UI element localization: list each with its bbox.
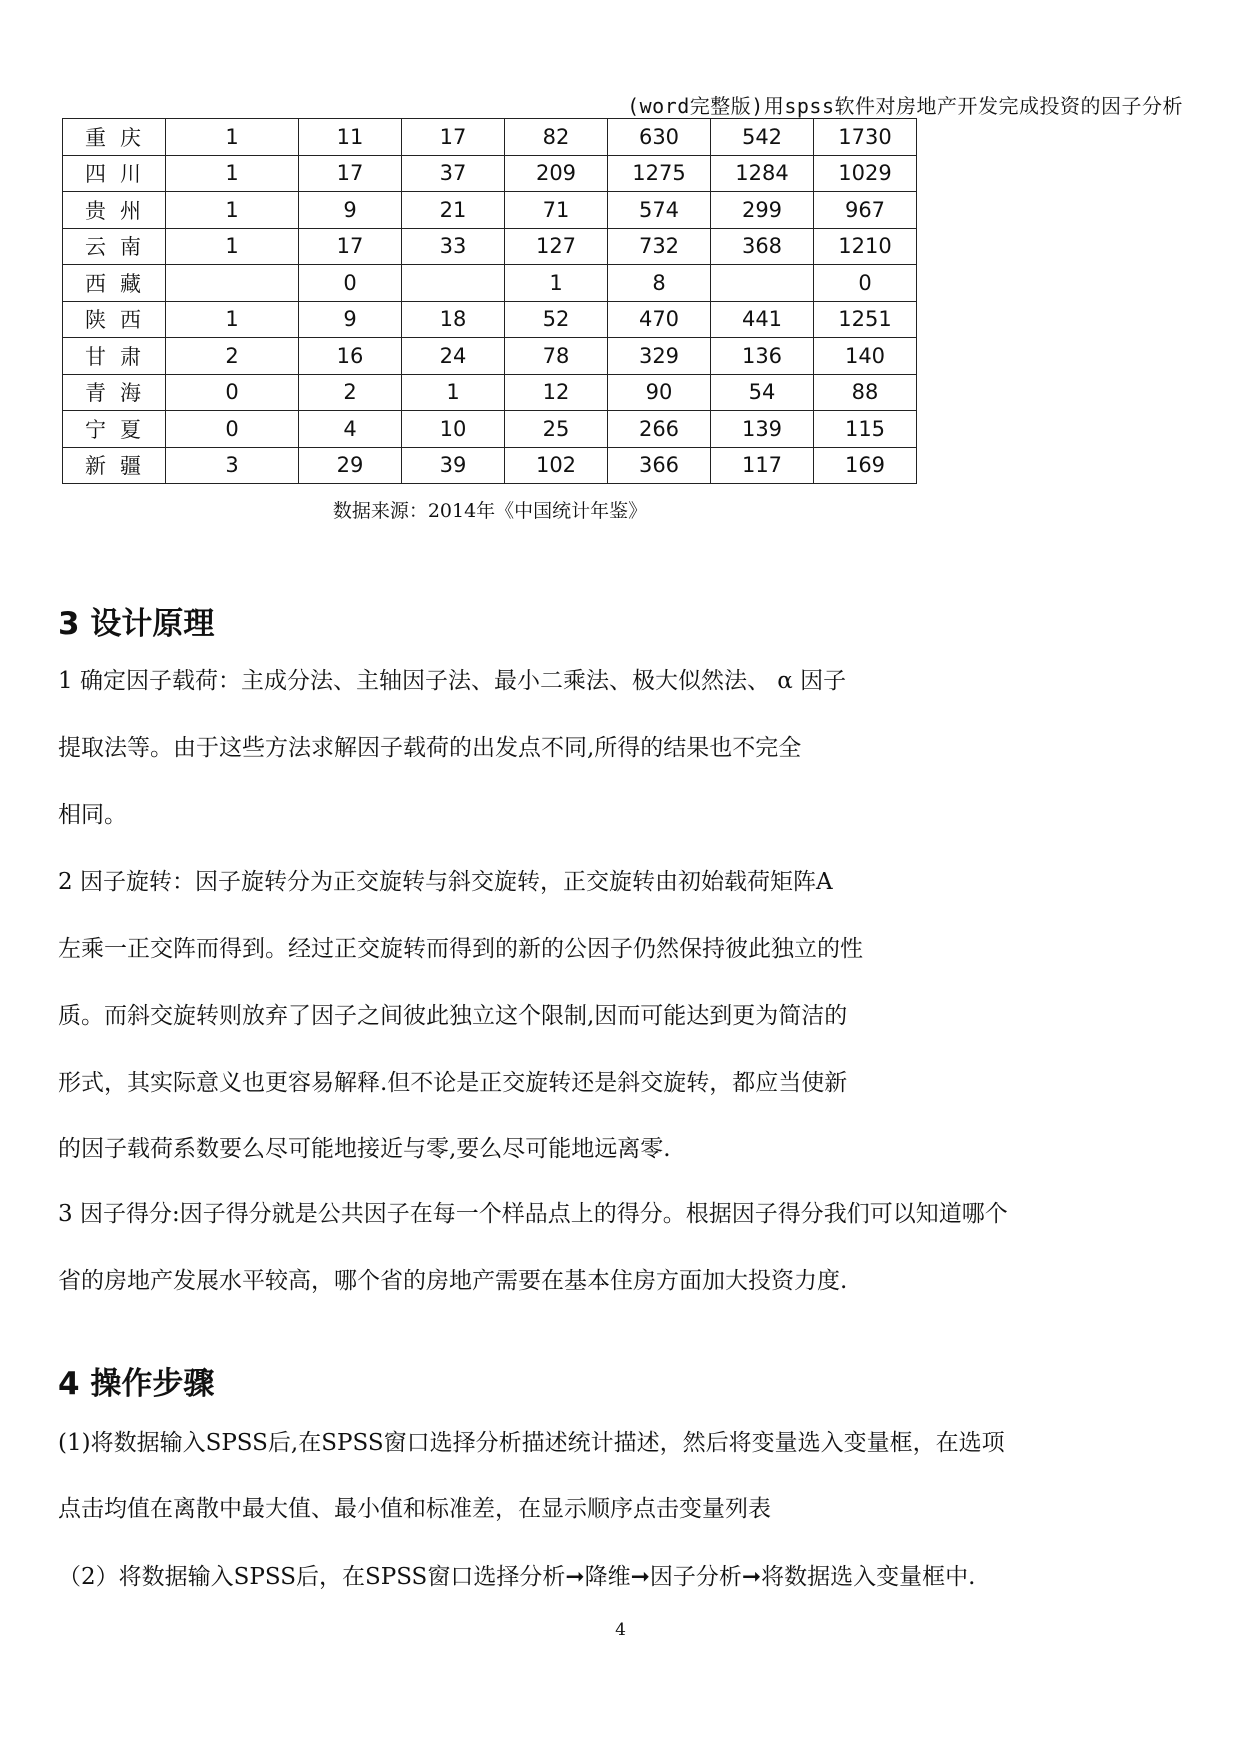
table-cell: 0	[814, 265, 917, 302]
table-cell	[166, 265, 299, 302]
table-cell: 115	[814, 411, 917, 448]
province-name-cell: 四川	[63, 155, 166, 192]
table-cell: 18	[402, 301, 505, 338]
section-4-heading: 4 操作步骤	[58, 1366, 215, 1402]
table-cell: 1	[166, 228, 299, 265]
section-3-line-5: 左乘一正交阵而得到。经过正交旋转而得到的新的公因子仍然保持彼此独立的性	[58, 936, 863, 962]
table-cell	[711, 265, 814, 302]
section-3-line-10: 省的房地产发展水平较高，哪个省的房地产需要在基本住房方面加大投资力度.	[58, 1268, 848, 1294]
table-row	[63, 447, 917, 484]
table-cell: 1275	[608, 155, 711, 192]
data-source-note: 数据来源：2014年《中国统计年鉴》	[332, 500, 648, 522]
table-cell: 169	[814, 447, 917, 484]
table-cell: 16	[299, 338, 402, 375]
table-row	[63, 228, 917, 265]
table-cell: 12	[505, 374, 608, 411]
section-3-line-9: 3 因子得分:因子得分就是公共因子在每一个样品点上的得分。根据因子得分我们可以知道哪个	[58, 1201, 1008, 1227]
province-name-cell: 西藏	[63, 265, 166, 302]
section-3-line-2: 提取法等。由于这些方法求解因子载荷的出发点不同,所得的结果也不完全	[58, 735, 802, 761]
table-cell: 140	[814, 338, 917, 375]
table-row	[63, 338, 917, 375]
section-4-line-2: 点击均值在离散中最大值、最小值和标准差，在显示顺序点击变量列表	[58, 1496, 771, 1522]
table-cell: 1	[402, 374, 505, 411]
table-cell: 37	[402, 155, 505, 192]
table-row	[63, 265, 917, 302]
table-cell	[402, 265, 505, 302]
table-cell: 299	[711, 192, 814, 229]
table-cell: 25	[505, 411, 608, 448]
province-name-cell: 贵州	[63, 192, 166, 229]
table-cell: 574	[608, 192, 711, 229]
province-name-cell: 甘肃	[63, 338, 166, 375]
running-header: (word完整版)用spss软件对房地产开发完成投资的因子分析	[627, 94, 1183, 118]
province-data-table	[62, 118, 917, 484]
table-cell: 0	[299, 265, 402, 302]
table-cell: 54	[711, 374, 814, 411]
table-cell: 8	[608, 265, 711, 302]
section-3-line-1: 1 确定因子载荷：主成分法、主轴因子法、最小二乘法、极大似然法、 α 因子	[58, 668, 847, 694]
table-cell: 136	[711, 338, 814, 375]
table-cell: 82	[505, 119, 608, 156]
table-cell: 17	[299, 155, 402, 192]
table-cell: 17	[402, 119, 505, 156]
table-cell: 542	[711, 119, 814, 156]
table-cell: 1251	[814, 301, 917, 338]
table-row	[63, 301, 917, 338]
table-cell: 88	[814, 374, 917, 411]
table-row	[63, 155, 917, 192]
table-cell: 9	[299, 192, 402, 229]
table-cell: 2	[299, 374, 402, 411]
province-name-cell: 重庆	[63, 119, 166, 156]
table-row	[63, 374, 917, 411]
table-cell: 630	[608, 119, 711, 156]
table-cell: 71	[505, 192, 608, 229]
table-cell: 967	[814, 192, 917, 229]
table-cell: 39	[402, 447, 505, 484]
table-cell: 1	[166, 301, 299, 338]
table-cell: 90	[608, 374, 711, 411]
table-cell: 1284	[711, 155, 814, 192]
province-name-cell: 青海	[63, 374, 166, 411]
province-name-cell: 宁夏	[63, 411, 166, 448]
section-4-line-1: (1)将数据输入SPSS后,在SPSS窗口选择分析描述统计描述，然后将变量选入变量框，在选项	[58, 1430, 1005, 1456]
table-cell: 1210	[814, 228, 917, 265]
table-cell: 29	[299, 447, 402, 484]
table-cell: 1	[166, 155, 299, 192]
table-cell: 1730	[814, 119, 917, 156]
table-row	[63, 192, 917, 229]
table-cell: 10	[402, 411, 505, 448]
table-cell: 11	[299, 119, 402, 156]
table-cell: 9	[299, 301, 402, 338]
table-cell: 3	[166, 447, 299, 484]
table-cell: 24	[402, 338, 505, 375]
table-cell: 366	[608, 447, 711, 484]
table-cell: 470	[608, 301, 711, 338]
table-cell: 1	[166, 192, 299, 229]
section-3-heading: 3 设计原理	[58, 606, 215, 642]
table-cell: 2	[166, 338, 299, 375]
table-cell: 1029	[814, 155, 917, 192]
section-3-line-4: 2 因子旋转：因子旋转分为正交旋转与斜交旋转，正交旋转由初始载荷矩阵A	[58, 869, 833, 895]
section-3-line-6: 质。而斜交旋转则放弃了因子之间彼此独立这个限制,因而可能达到更为简洁的	[58, 1003, 848, 1029]
table-cell: 127	[505, 228, 608, 265]
table-cell: 1	[505, 265, 608, 302]
table-cell: 17	[299, 228, 402, 265]
section-3-line-8: 的因子载荷系数要么尽可能地接近与零,要么尽可能地远离零.	[58, 1136, 671, 1162]
table-cell: 102	[505, 447, 608, 484]
table-cell: 52	[505, 301, 608, 338]
table-cell: 1	[166, 119, 299, 156]
table-cell: 732	[608, 228, 711, 265]
province-name-cell: 陕西	[63, 301, 166, 338]
province-name-cell: 云南	[63, 228, 166, 265]
table-cell: 0	[166, 374, 299, 411]
section-3-line-3: 相同。	[58, 802, 127, 828]
section-4-line-3: （2）将数据输入SPSS后，在SPSS窗口选择分析➞降维➞因子分析➞将数据选入变量框中.	[58, 1564, 976, 1590]
table-cell: 0	[166, 411, 299, 448]
page-number: 4	[615, 1620, 626, 1640]
province-name-cell: 新疆	[63, 447, 166, 484]
table-cell: 209	[505, 155, 608, 192]
table-cell: 117	[711, 447, 814, 484]
table-cell: 441	[711, 301, 814, 338]
table-row	[63, 411, 917, 448]
table-cell: 4	[299, 411, 402, 448]
table-cell: 139	[711, 411, 814, 448]
table-cell: 33	[402, 228, 505, 265]
table-cell: 368	[711, 228, 814, 265]
table-cell: 329	[608, 338, 711, 375]
table-cell: 266	[608, 411, 711, 448]
table-row	[63, 119, 917, 156]
section-3-line-7: 形式，其实际意义也更容易解释.但不论是正交旋转还是斜交旋转，都应当使新	[58, 1070, 848, 1096]
table-cell: 78	[505, 338, 608, 375]
table-cell: 21	[402, 192, 505, 229]
